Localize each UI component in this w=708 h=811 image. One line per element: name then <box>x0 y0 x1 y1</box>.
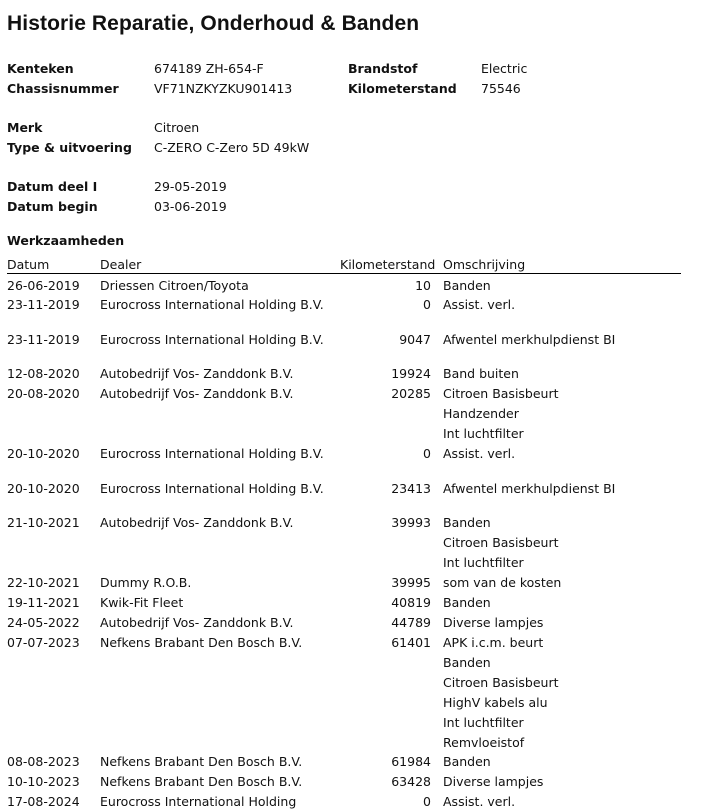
datum-deel-value: 29-05-2019 <box>154 179 227 194</box>
row-description: Assist. verl. <box>443 794 516 809</box>
row-dealer: Nefkens Brabant Den Bosch B.V. <box>100 754 303 769</box>
row-dealer: Nefkens Brabant Den Bosch B.V. <box>100 774 303 789</box>
header-dealer: Dealer <box>100 257 142 272</box>
row-km: 61984 <box>391 754 431 769</box>
row-description: Handzender <box>443 406 519 421</box>
row-description: Assist. verl. <box>443 446 516 461</box>
row-description: Diverse lampjes <box>443 774 544 789</box>
header-rule <box>7 273 681 274</box>
row-description: som van de kosten <box>443 575 562 590</box>
header-km: Kilometerstand <box>340 257 436 272</box>
row-description: APK i.c.m. beurt <box>443 635 544 650</box>
row-date: 20-10-2020 <box>7 446 80 461</box>
row-dealer: Autobedrijf Vos- Zanddonk B.V. <box>100 615 294 630</box>
row-date: 19-11-2021 <box>7 595 80 610</box>
row-km: 0 <box>423 297 431 312</box>
chassis-value: VF71NZKYZKU901413 <box>154 81 293 96</box>
datum-begin-label: Datum begin <box>7 199 98 214</box>
row-date: 20-10-2020 <box>7 481 80 496</box>
row-description: Banden <box>443 595 491 610</box>
row-km: 9047 <box>399 332 431 347</box>
kilometerstand-value: 75546 <box>481 81 521 96</box>
row-date: 23-11-2019 <box>7 332 80 347</box>
row-km: 10 <box>415 278 431 293</box>
row-dealer: Autobedrijf Vos- Zanddonk B.V. <box>100 386 294 401</box>
row-date: 12-08-2020 <box>7 366 80 381</box>
row-km: 44789 <box>391 615 431 630</box>
row-date: 23-11-2019 <box>7 297 80 312</box>
row-km: 63428 <box>391 774 431 789</box>
datum-begin-value: 03-06-2019 <box>154 199 227 214</box>
row-date: 22-10-2021 <box>7 575 80 590</box>
row-description: Banden <box>443 754 491 769</box>
row-km: 19924 <box>391 366 431 381</box>
row-km: 61401 <box>391 635 431 650</box>
row-km: 0 <box>423 794 431 809</box>
row-date: 26-06-2019 <box>7 278 80 293</box>
row-km: 23413 <box>391 481 431 496</box>
row-description: Banden <box>443 278 491 293</box>
row-dealer: Eurocross International Holding B.V. <box>100 332 324 347</box>
row-description: Band buiten <box>443 366 519 381</box>
brandstof-label: Brandstof <box>348 61 418 76</box>
row-date: 10-10-2023 <box>7 774 80 789</box>
kenteken-value: 674189 ZH-654-F <box>154 61 264 76</box>
kilometerstand-label: Kilometerstand <box>348 81 457 96</box>
kenteken-label: Kenteken <box>7 61 74 76</box>
row-description: Diverse lampjes <box>443 615 544 630</box>
datum-deel-label: Datum deel I <box>7 179 98 194</box>
row-dealer: Nefkens Brabant Den Bosch B.V. <box>100 635 303 650</box>
merk-value: Citroen <box>154 120 200 135</box>
row-description: Assist. verl. <box>443 297 516 312</box>
row-dealer: Eurocross International Holding B.V. <box>100 297 324 312</box>
row-description: Banden <box>443 655 491 670</box>
row-dealer: Kwik-Fit Fleet <box>100 595 184 610</box>
row-date: 21-10-2021 <box>7 515 80 530</box>
brandstof-value: Electric <box>481 61 528 76</box>
header-desc: Omschrijving <box>443 257 526 272</box>
header-date: Datum <box>7 257 50 272</box>
page-title: Historie Reparatie, Onderhoud & Banden <box>7 12 420 35</box>
row-date: 24-05-2022 <box>7 615 80 630</box>
row-dealer: Autobedrijf Vos- Zanddonk B.V. <box>100 515 294 530</box>
row-km: 0 <box>423 446 431 461</box>
row-description: Citroen Basisbeurt <box>443 675 559 690</box>
row-description: Afwentel merkhulpdienst BI <box>443 332 616 347</box>
row-description: Citroen Basisbeurt <box>443 535 559 550</box>
row-km: 39993 <box>391 515 431 530</box>
row-dealer: Autobedrijf Vos- Zanddonk B.V. <box>100 366 294 381</box>
row-date: 07-07-2023 <box>7 635 80 650</box>
row-dealer: Eurocross International Holding B.V. <box>100 446 324 461</box>
row-description: HighV kabels alu <box>443 695 548 710</box>
row-dealer: Eurocross International Holding B.V. <box>100 481 324 496</box>
section-title: Werkzaamheden <box>7 233 125 248</box>
row-date: 08-08-2023 <box>7 754 80 769</box>
row-date: 20-08-2020 <box>7 386 80 401</box>
row-description: Afwentel merkhulpdienst BI <box>443 481 616 496</box>
row-description: Remvloeistof <box>443 735 525 750</box>
row-km: 20285 <box>391 386 431 401</box>
merk-label: Merk <box>7 120 43 135</box>
chassis-label: Chassisnummer <box>7 81 119 96</box>
row-km: 39995 <box>391 575 431 590</box>
type-label: Type & uitvoering <box>7 140 132 155</box>
row-description: Int luchtfilter <box>443 715 524 730</box>
row-dealer: Driessen Citroen/Toyota <box>100 278 249 293</box>
row-description: Int luchtfilter <box>443 426 524 441</box>
row-dealer: Eurocross International Holding <box>100 794 297 809</box>
row-dealer: Dummy R.O.B. <box>100 575 192 590</box>
row-description: Citroen Basisbeurt <box>443 386 559 401</box>
row-date: 17-08-2024 <box>7 794 80 809</box>
row-description: Banden <box>443 515 491 530</box>
type-value: C-ZERO C-Zero 5D 49kW <box>154 140 310 155</box>
row-km: 40819 <box>391 595 431 610</box>
row-description: Int luchtfilter <box>443 555 524 570</box>
